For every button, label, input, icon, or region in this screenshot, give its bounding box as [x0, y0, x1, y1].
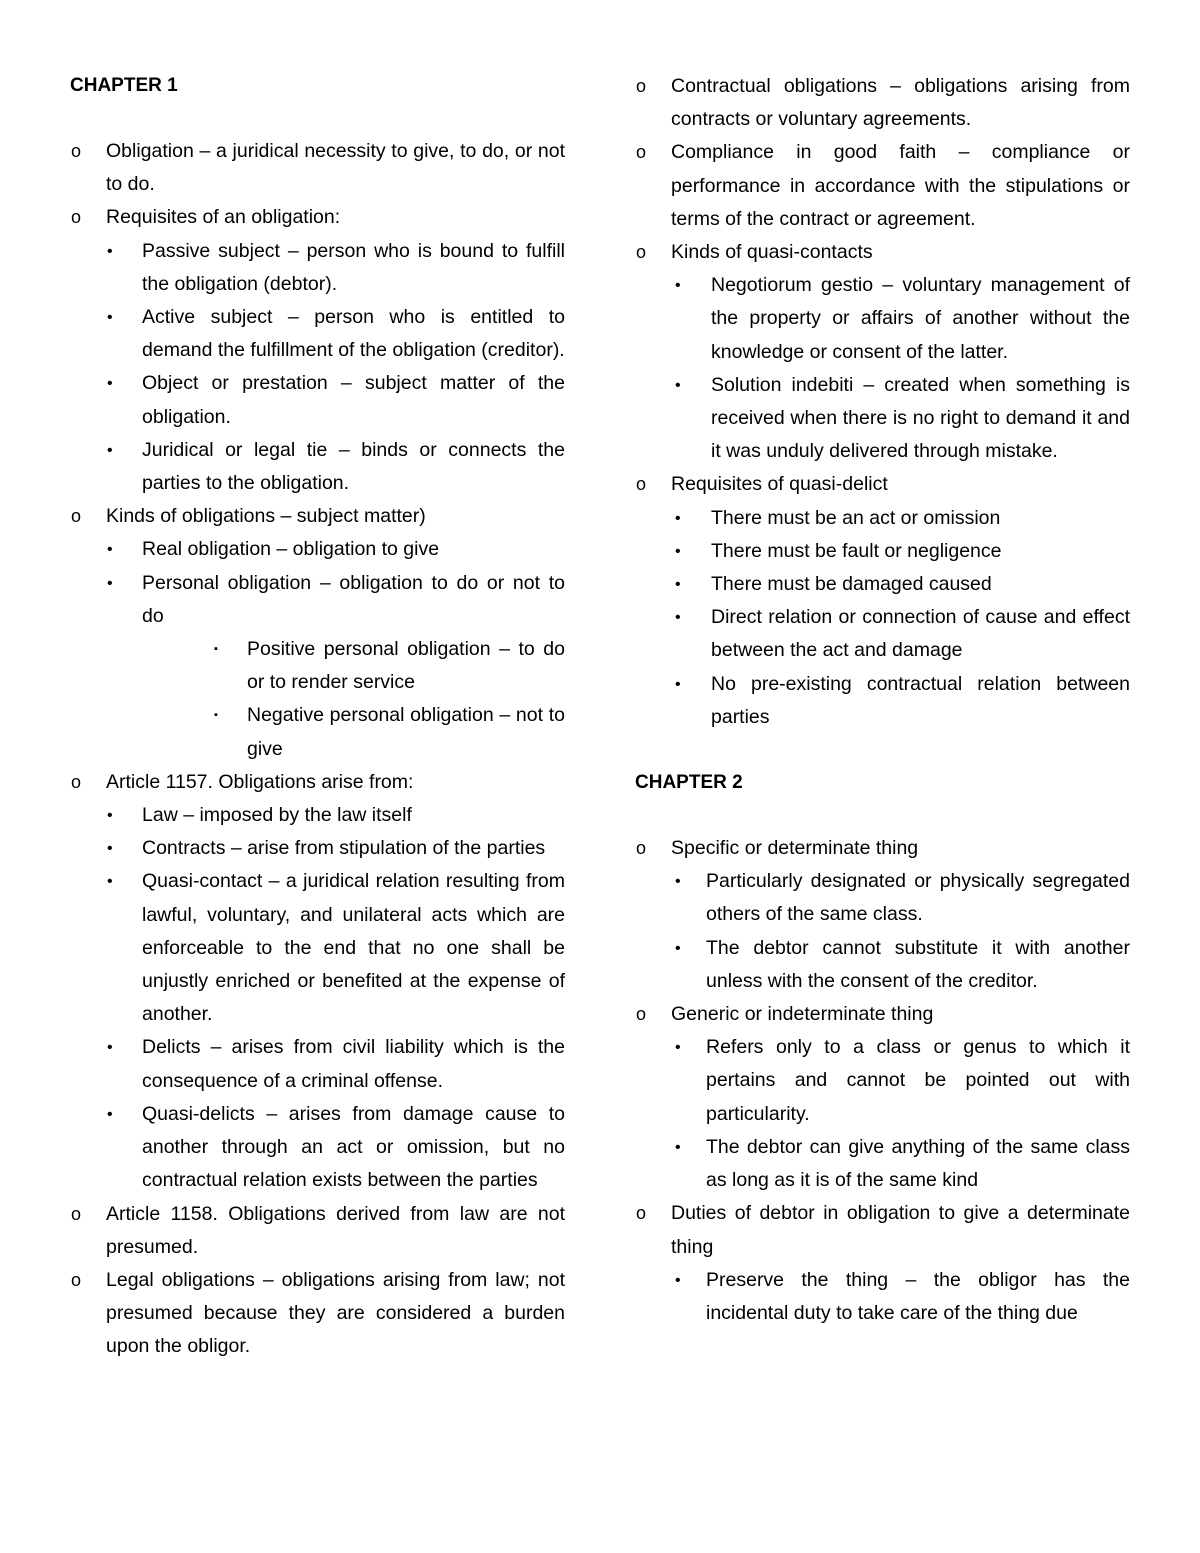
list-item-text: Law – imposed by the law itself	[142, 804, 412, 827]
list-item-text: Generic or indeterminate thing	[671, 1003, 934, 1026]
list-item-text: Requisites of quasi-delict	[671, 473, 888, 496]
dot-bullet-icon: •	[107, 873, 113, 891]
circle-bullet-icon: o	[71, 506, 82, 527]
circle-bullet-icon: o	[71, 207, 82, 228]
list-item	[70, 135, 565, 201]
list-item	[635, 502, 1130, 535]
list-item-text: No pre-existing contractual relation between parties	[711, 672, 1130, 728]
circle-bullet-icon: o	[636, 474, 647, 495]
list-item-text: Duties of debtor in obligation to give a determinate thing	[671, 1202, 1130, 1258]
circle-bullet-icon: o	[71, 1269, 82, 1290]
list-item-text: Passive subject – person who is bound to fulfill the obligation (debtor).	[142, 239, 565, 295]
list-item	[635, 1131, 1130, 1197]
list-item	[70, 633, 565, 699]
list-item	[635, 932, 1130, 998]
list-item-text: Juridical or legal tie – binds or connects the parties to the obligation.	[142, 438, 565, 495]
list-item	[70, 699, 565, 765]
dot-bullet-icon: •	[675, 542, 681, 560]
list-item-text: Compliance in good faith – compliance or performance in accordance with the stipulations or terms of the contract or agreement.	[671, 141, 1130, 230]
list-item	[635, 998, 1130, 1031]
dot-bullet-icon: •	[675, 1271, 681, 1289]
list-item	[635, 1264, 1130, 1330]
list-item-text: Quasi-contact – a juridical relation resulting from lawful, voluntary, and unilateral acts which are enforceable to the end that no one shall be unjustly enriched or benefited at the expense of another.	[142, 870, 565, 1026]
dot-bullet-icon: •	[107, 807, 113, 825]
dot-bullet-icon: •	[675, 609, 681, 627]
list-item	[635, 668, 1130, 734]
list-item-text: The debtor can give anything of the same class as long as it is of the same kind	[706, 1135, 1130, 1192]
dot-bullet-icon: •	[107, 441, 113, 459]
circle-bullet-icon: o	[636, 242, 647, 263]
list-item	[70, 1264, 565, 1364]
dot-bullet-icon: •	[675, 873, 681, 891]
list-item	[635, 136, 1130, 236]
list-item	[70, 367, 565, 433]
dot-bullet-icon: •	[107, 1039, 113, 1057]
dot-bullet-icon: •	[675, 509, 681, 527]
list-item	[635, 535, 1130, 568]
list-item	[70, 865, 565, 1031]
list-item	[635, 236, 1130, 269]
square-bullet-icon: ▪	[214, 643, 218, 656]
list-item	[635, 568, 1130, 601]
dot-bullet-icon: •	[107, 309, 113, 327]
list-item-text: Solution indebiti – created when something is received when there is no right to demand it and it was unduly delivered through mistake.	[711, 373, 1130, 463]
list-item	[70, 1098, 565, 1198]
circle-bullet-icon: o	[71, 1203, 82, 1224]
square-bullet-icon: ▪	[214, 709, 218, 722]
list-item	[70, 235, 565, 301]
dot-bullet-icon: •	[675, 376, 681, 394]
dot-bullet-icon: •	[107, 1105, 113, 1123]
dot-bullet-icon: •	[675, 277, 681, 295]
dot-bullet-icon: •	[675, 1138, 681, 1156]
list-item-text: Quasi-delicts – arises from damage cause to another through an act or omission, but no contractual relation exists between the parties	[142, 1102, 565, 1192]
list-item-text: Object or prestation – subject matter of the obligation.	[142, 372, 565, 428]
dot-bullet-icon: •	[675, 675, 681, 693]
circle-bullet-icon: o	[636, 76, 647, 96]
dot-bullet-icon: •	[675, 576, 681, 594]
list-item	[70, 500, 565, 533]
list-item	[635, 1031, 1130, 1131]
list-item-text: Real obligation – obligation to give	[142, 538, 440, 561]
dot-bullet-icon: •	[107, 574, 113, 592]
list-item-text: There must be an act or omission	[711, 506, 1001, 529]
list-item	[70, 301, 565, 367]
list-item-text: Kinds of obligations – subject matter)	[106, 505, 426, 528]
circle-bullet-icon: o	[636, 1203, 647, 1224]
list-item-text: Negative personal obligation – not to give	[247, 704, 565, 760]
list-item	[635, 1197, 1130, 1263]
circle-bullet-icon: o	[71, 771, 82, 792]
list-item	[635, 369, 1130, 469]
dot-bullet-icon: •	[107, 541, 113, 559]
chapter-2-list	[635, 832, 1130, 1330]
list-item-text: There must be damaged caused	[711, 573, 992, 596]
list-item-text: Kinds of quasi-contacts	[671, 241, 873, 264]
list-item	[70, 201, 565, 234]
list-item-text: Delicts – arises from civil liability which is the consequence of a criminal offense.	[142, 1036, 565, 1092]
list-item-text: Negotiorum gestio – voluntary management of the property or affairs of another without the knowledge or consent of the latter.	[711, 274, 1130, 363]
list-item	[635, 70, 1130, 136]
list-item-text: Preserve the thing – the obligor has the incidental duty to take care of the thing due	[706, 1268, 1130, 1324]
list-item	[635, 269, 1130, 369]
list-item-text: Obligation – a juridical necessity to give, to do, or not to do.	[106, 140, 565, 196]
list-item-text: There must be fault or negligence	[711, 539, 1002, 562]
list-item	[635, 601, 1130, 667]
circle-bullet-icon: o	[636, 142, 647, 163]
dot-bullet-icon: •	[675, 1039, 681, 1057]
list-item	[70, 766, 565, 799]
list-item-text: Article 1157. Obligations arise from:	[106, 770, 414, 793]
list-item	[70, 832, 565, 865]
list-item	[70, 567, 565, 633]
list-item	[635, 865, 1130, 931]
list-item-text: Personal obligation – obligation to do or not to do	[142, 571, 565, 627]
list-item-text: The debtor cannot substitute it with another unless with the consent of the creditor.	[706, 936, 1130, 992]
left-column	[70, 70, 565, 1364]
list-item	[70, 1198, 565, 1264]
circle-bullet-icon: o	[636, 838, 647, 859]
dot-bullet-icon: •	[675, 939, 681, 957]
list-item-text: Refers only to a class or genus to which it pertains and cannot be pointed out with particularity.	[706, 1036, 1130, 1125]
list-item-text: Legal obligations – obligations arising from law; not presumed because they are considered a burden upon the obligor.	[106, 1268, 565, 1358]
list-item-text: Direct relation or connection of cause and effect between the act and damage	[711, 606, 1130, 662]
list-item	[635, 468, 1130, 501]
list-item-text: Active subject – person who is entitled to demand the fulfillment of the obligation (creditor).	[142, 306, 565, 362]
dot-bullet-icon: •	[107, 375, 113, 393]
list-item-text: Contractual obligations – obligations arising from contracts or voluntary agreements.	[671, 75, 1130, 131]
list-item	[70, 1031, 565, 1097]
list-item-text: Particularly designated or physically segregated others of the same class.	[706, 870, 1130, 926]
chapter-1-heading: CHAPTER 1	[70, 75, 178, 96]
chapter-2-heading: CHAPTER 2	[635, 772, 743, 794]
list-item-text: Positive personal obligation – to do or to render service	[247, 638, 565, 694]
list-item	[635, 832, 1130, 865]
circle-bullet-icon: o	[636, 1004, 647, 1025]
right-column	[635, 70, 1130, 1330]
dot-bullet-icon: •	[107, 840, 113, 858]
chapter-1-list	[70, 135, 565, 1364]
chapter-1-continued-list	[635, 70, 1130, 734]
dot-bullet-icon: •	[107, 242, 113, 260]
circle-bullet-icon: o	[71, 141, 82, 161]
list-item-text: Contracts – arise from stipulation of the parties	[142, 837, 546, 860]
list-item-text: Article 1158. Obligations derived from law are not presumed.	[106, 1202, 565, 1258]
list-item	[70, 799, 565, 832]
list-item	[70, 434, 565, 500]
list-item-text: Specific or determinate thing	[671, 837, 919, 860]
list-item-text: Requisites of an obligation:	[106, 206, 341, 229]
list-item	[70, 533, 565, 566]
